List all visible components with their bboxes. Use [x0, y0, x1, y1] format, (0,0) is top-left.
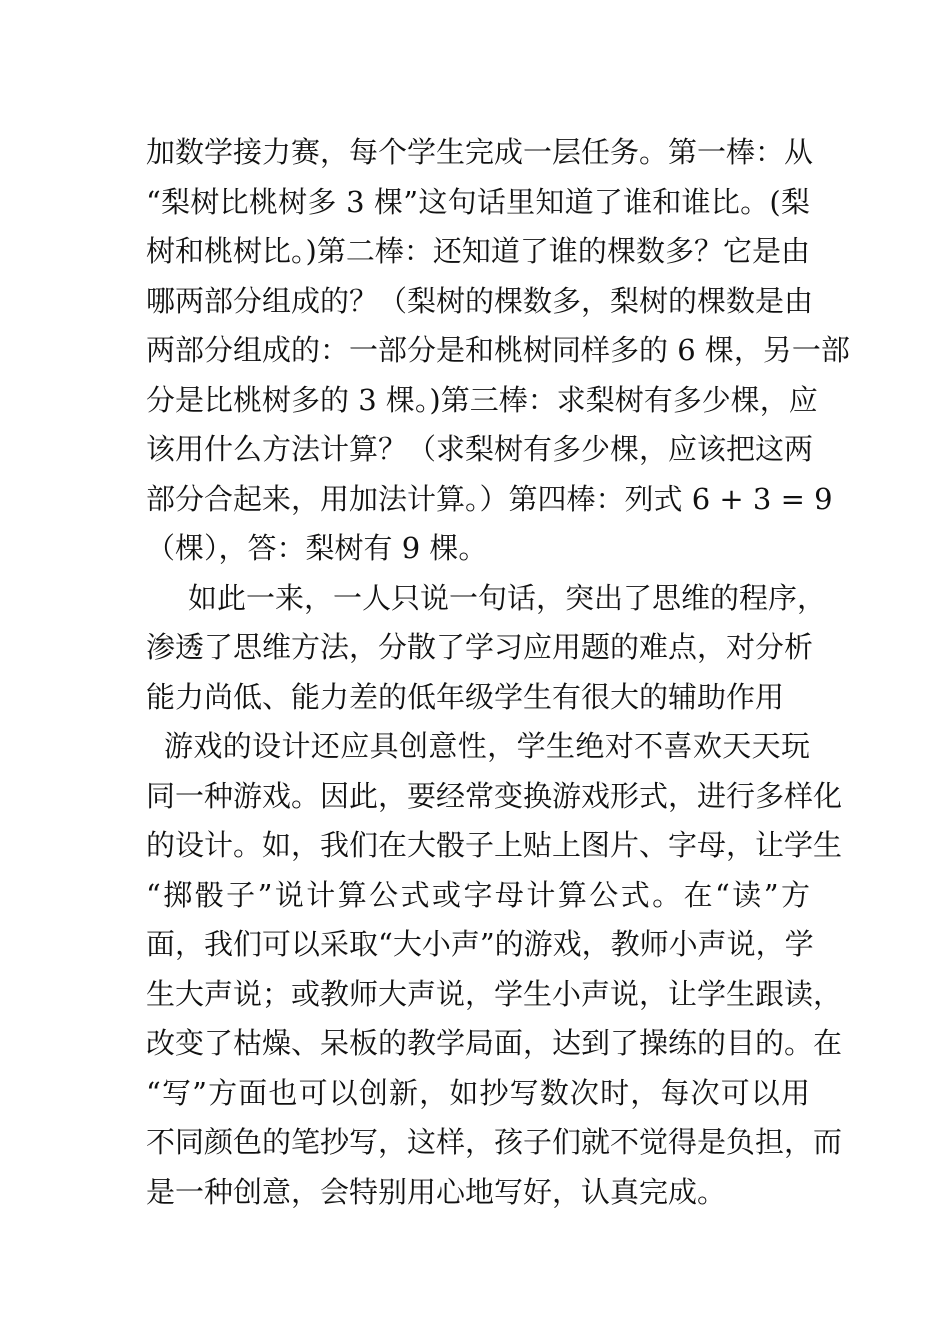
- text-line: （棵），答：梨树有 9 棵。: [146, 531, 488, 565]
- paragraph-relay-race: [146, 128, 850, 574]
- text-line: “写”方面也可以创新，如抄写数次时，每次可以用: [146, 1075, 810, 1110]
- text-line: 如此一来，一人只说一句话，突出了思维的程序，: [188, 580, 827, 615]
- text-line: 能力尚低、能力差的低年级学生有很大的辅助作用: [146, 679, 785, 714]
- text-line: 加数学接力赛，每个学生完成一层任务。第一棒：从: [146, 135, 814, 169]
- text-line: 面，我们可以采取“大小声”的游戏，教师小声说，学: [146, 927, 814, 961]
- text-line: 游戏的设计还应具创意性，学生绝对不喜欢天天玩: [164, 729, 810, 763]
- text-line: 两部分组成的：一部分是和桃树同样多的 6 棵，另一部: [146, 333, 850, 367]
- paragraph-game-creativity: [146, 722, 843, 1217]
- text-line: 生大声说；或教师大声说，学生小声说，让学生跟读，: [146, 976, 843, 1011]
- text-line: 同一种游戏。因此，要经常变换游戏形式，进行多样化: [146, 778, 843, 813]
- text-line: 的设计。如，我们在大骰子上贴上图片、字母，让学生: [146, 828, 843, 862]
- text-line: 改变了枯燥、呆板的教学局面，达到了操练的目的。在: [146, 1026, 843, 1060]
- text-line: 哪两部分组成的？（梨树的棵数多，梨树的棵数是由: [146, 283, 814, 318]
- paragraph-thinking-program: [146, 574, 827, 723]
- text-line: 渗透了思维方法，分散了学习应用题的难点，对分析: [146, 630, 814, 664]
- document-body: [146, 128, 850, 1217]
- text-line: 树和桃树比。)第二棒：还知道了谁的棵数多？它是由: [146, 234, 810, 268]
- text-line: “梨树比桃树多 3 棵”这句话里知道了谁和谁比。(梨: [146, 184, 810, 219]
- text-line: 分是比桃树多的 3 棵。)第三棒：求梨树有多少棵，应: [146, 382, 818, 417]
- text-line: 是一种创意，会特别用心地写好，认真完成。: [146, 1174, 727, 1209]
- text-line: “掷骰子”说计算公式或字母计算公式。在“读”方: [146, 877, 810, 912]
- text-line: 不同颜色的笔抄写，这样，孩子们就不觉得是负担，而: [146, 1125, 843, 1159]
- text-line: 部分合起来，用加法计算。）第四棒：列式 6 + 3 = 9: [146, 481, 833, 516]
- text-line: 该用什么方法计算？（求梨树有多少棵，应该把这两: [146, 432, 814, 466]
